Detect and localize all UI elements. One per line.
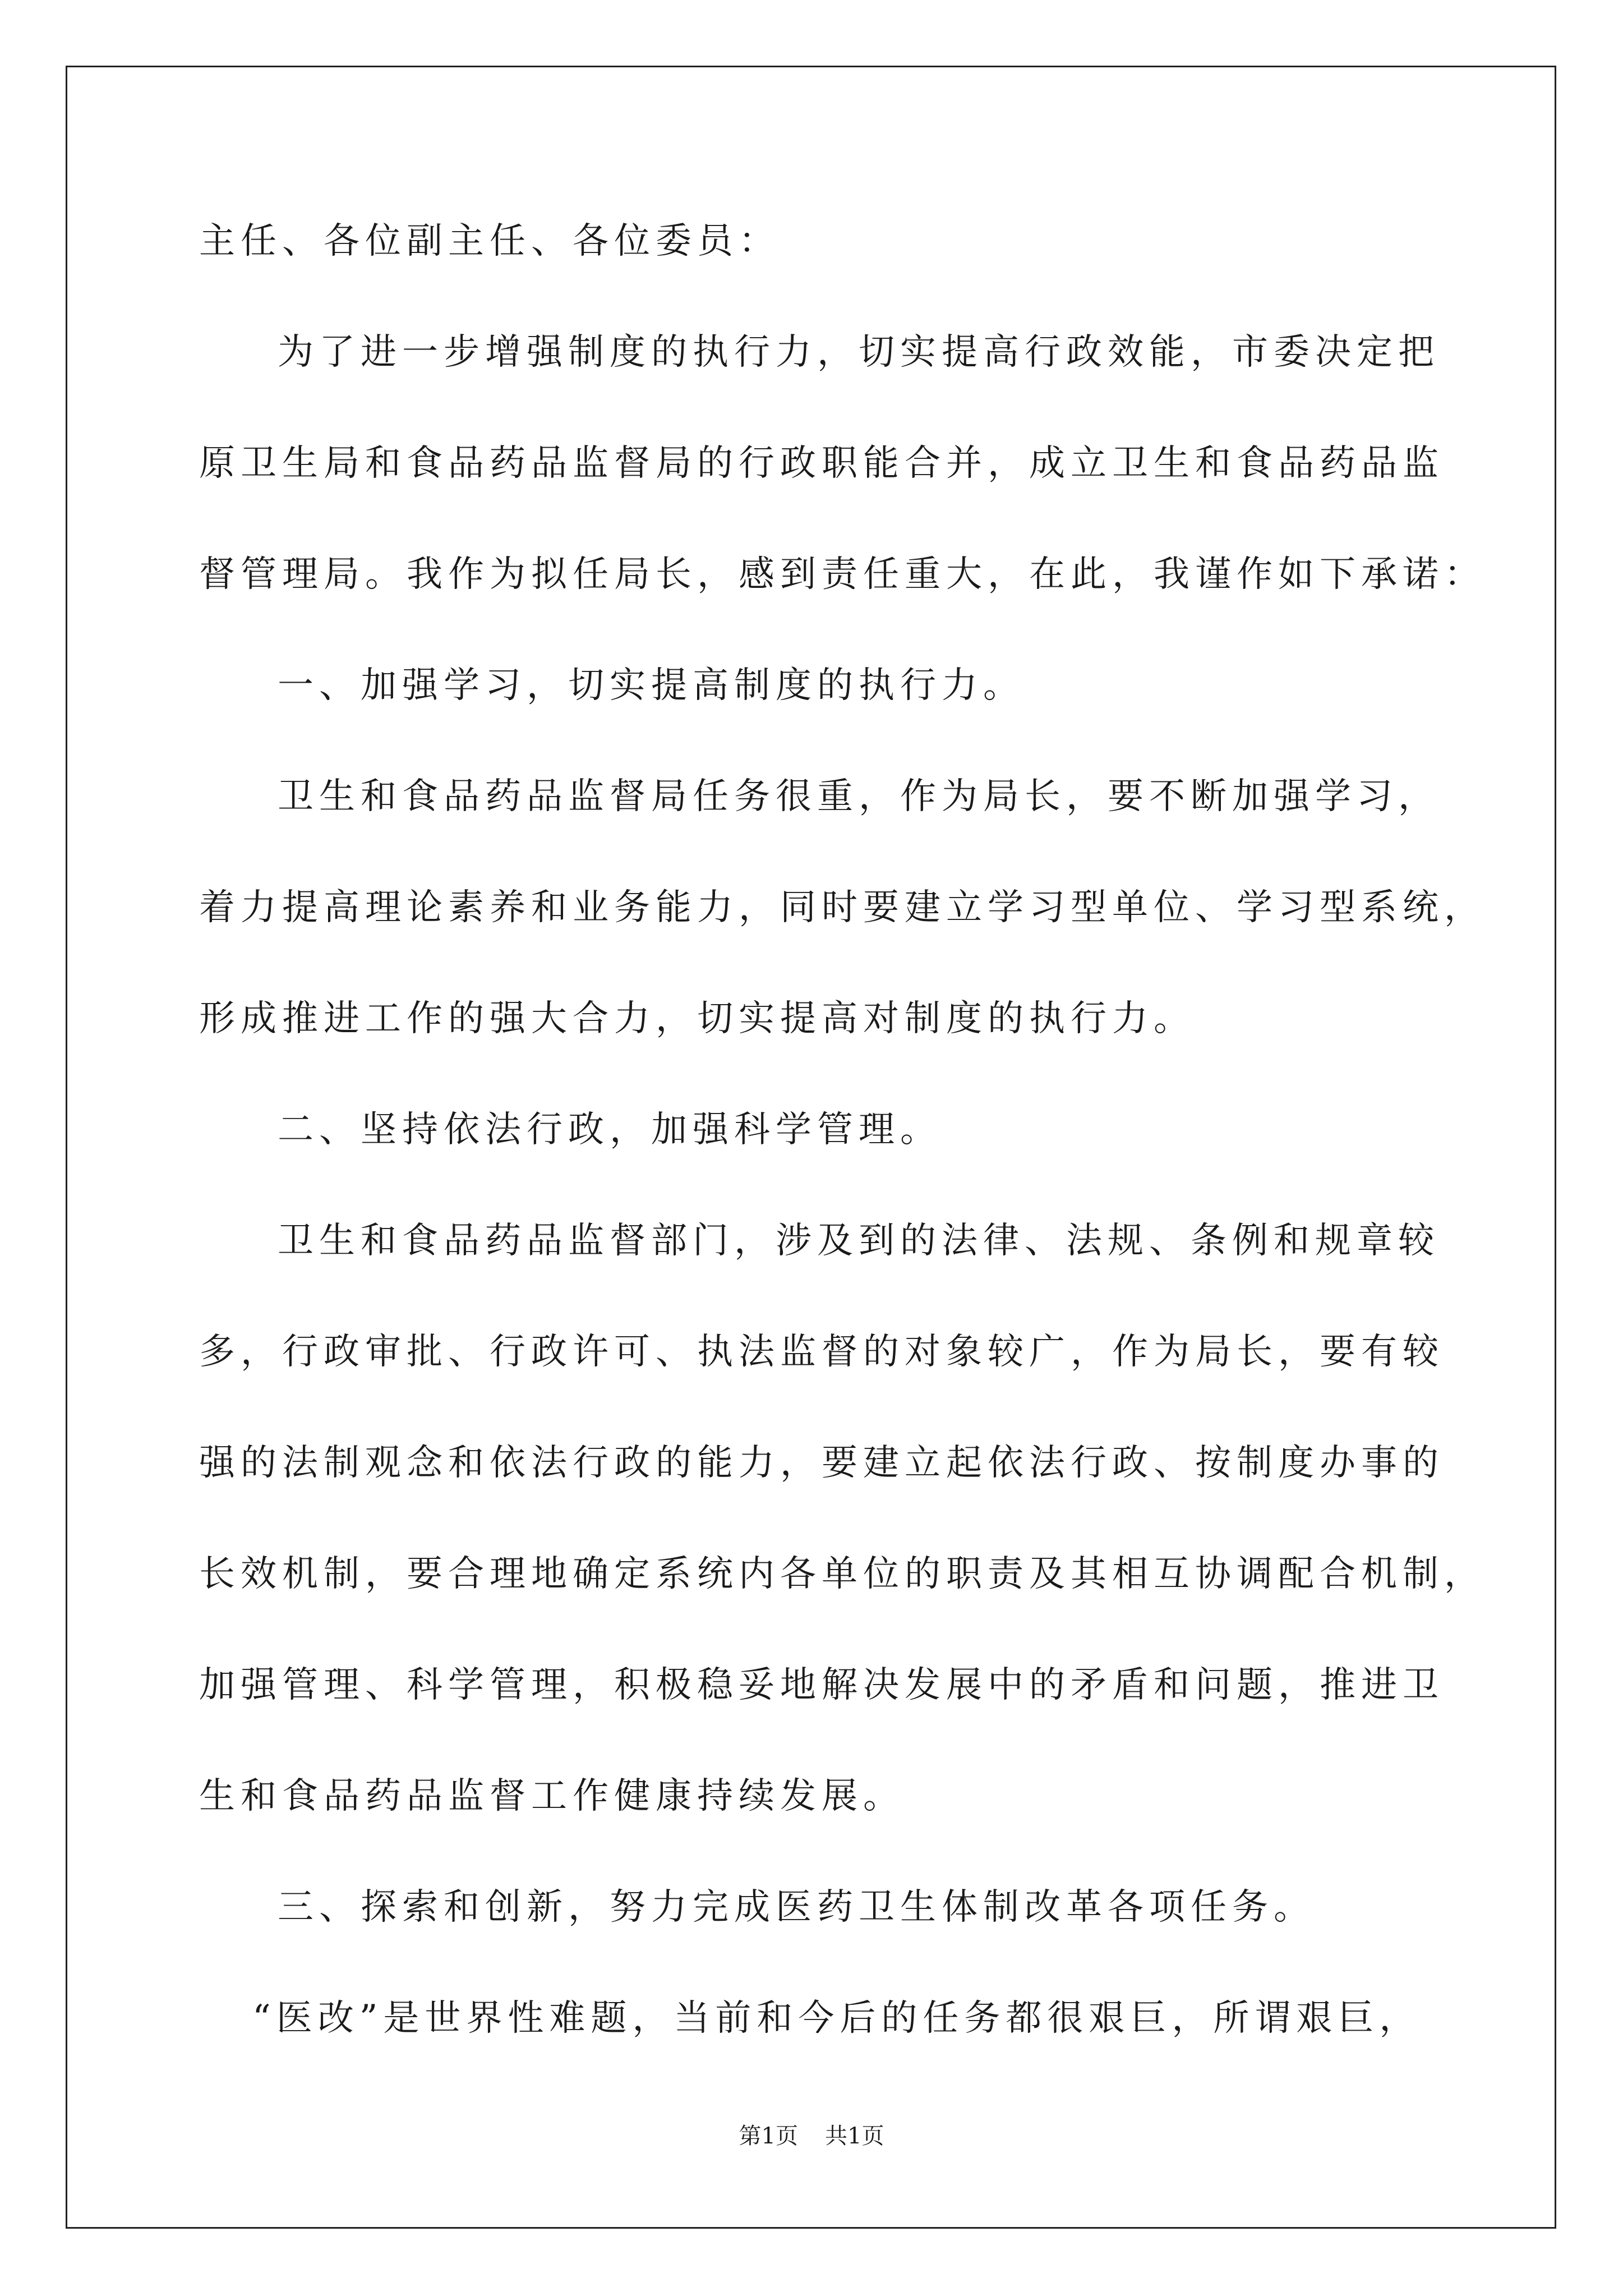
paragraph-line: 形成推进工作的强大合力，切实提高对制度的执行力。: [199, 998, 1195, 1039]
paragraph-line: 卫生和食品药品监督部门，涉及到的法律、法规、条例和规章较: [278, 1220, 1440, 1262]
page-footer: [0, 2125, 1623, 2147]
paragraph-line: “医改”是世界性难题，当前和今后的任务都很艰巨，所谓艰巨，: [252, 1998, 1421, 2039]
paragraph-line: 多，行政审批、行政许可、执法监督的对象较广，作为局长，要有较: [199, 1331, 1444, 1373]
section-heading-2: 二、坚持依法行政，加强科学管理。: [278, 1109, 942, 1151]
salutation: 主任、各位副主任、各位委员：: [199, 220, 780, 262]
paragraph-line: 原卫生局和食品药品监督局的行政职能合并，成立卫生和食品药品监: [199, 443, 1444, 484]
paragraph-line: 强的法制观念和依法行政的能力，要建立起依法行政、按制度办事的: [199, 1442, 1444, 1484]
section-heading-1: 一、加强学习，切实提高制度的执行力。: [278, 665, 1025, 706]
paragraph-line: 长效机制，要合理地确定系统内各单位的职责及其相互协调配合机制，: [199, 1553, 1486, 1595]
paragraph-line: 督管理局。我作为拟任局长，感到责任重大，在此，我谨作如下承诺：: [199, 554, 1486, 595]
page-number: 第1页: [739, 2123, 798, 2149]
paragraph-line: 为了进一步增强制度的执行力，切实提高行政效能，市委决定把: [278, 332, 1440, 373]
paragraph-line: 生和食品药品监督工作健康持续发展。: [199, 1775, 905, 1817]
page-total: 共1页: [825, 2123, 884, 2149]
paragraph-line: 着力提高理论素养和业务能力，同时要建立学习型单位、学习型系统，: [199, 887, 1486, 928]
section-heading-3: 三、探索和创新，努力完成医药卫生体制改革各项任务。: [278, 1887, 1315, 1928]
paragraph-line: 加强管理、科学管理，积极稳妥地解决发展中的矛盾和问题，推进卫: [199, 1664, 1444, 1706]
paragraph-line: 卫生和食品药品监督局任务很重，作为局长，要不断加强学习，: [278, 776, 1440, 817]
